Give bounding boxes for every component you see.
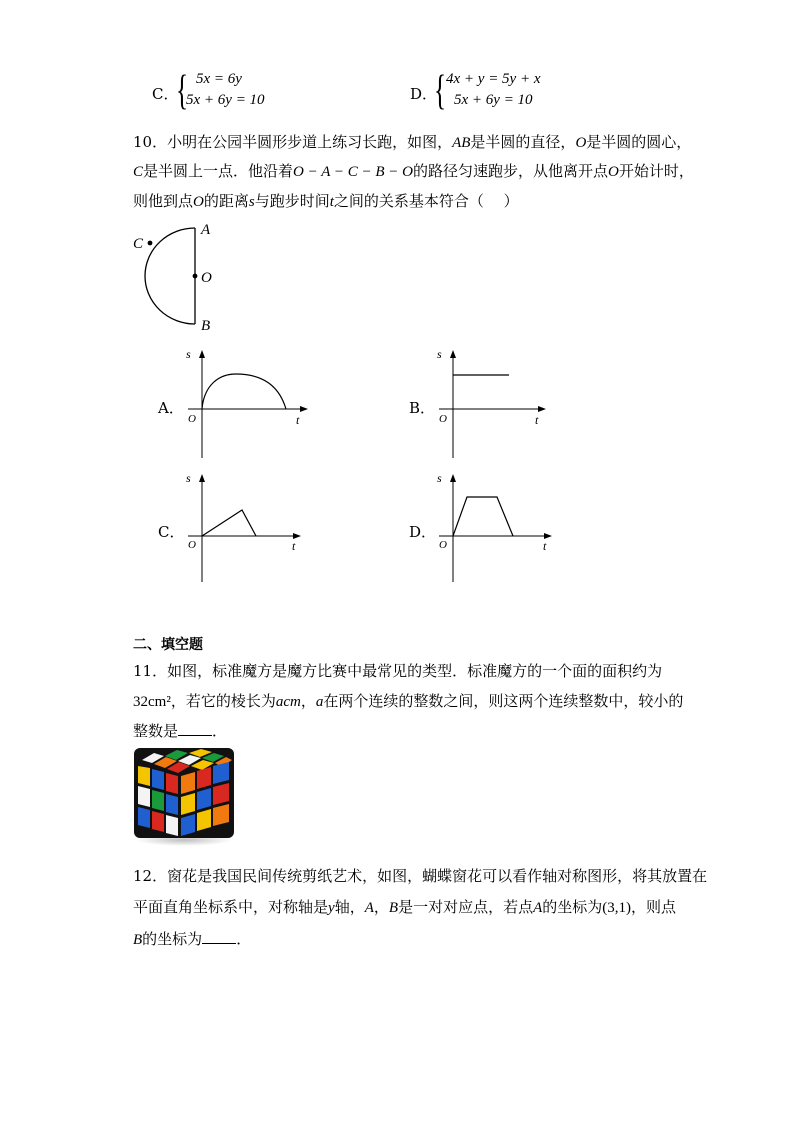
q9-option-d — [410, 68, 610, 114]
semicircle-arc — [145, 228, 195, 324]
q9-option-c-label: C． — [152, 85, 179, 103]
section-title: 二、填空题 — [133, 637, 203, 653]
q9-d-equation-2: 5x + 6y = 10 — [454, 92, 533, 108]
q12-line-1: 12．窗花是我国民间传统剪纸艺术，如图，蝴蝶窗花可以看作轴对称图形，将其放置在 — [133, 867, 708, 885]
q10-line-2: C是半圆上一点．他沿着O − A − C − B − O的路径匀速跑步，从他离开点O开始计时， — [133, 162, 694, 180]
axis-label-s: s — [186, 471, 191, 485]
q9-c-equation-1: 5x = 6y — [196, 71, 242, 87]
axis-label-s: s — [437, 347, 442, 361]
y-axis-arrow-icon — [199, 350, 205, 358]
q9-option-d-label: D． — [410, 85, 438, 103]
answer-blank — [178, 721, 212, 736]
answer-blank — [202, 929, 236, 944]
q11-line-3: 整数是 ． — [133, 722, 228, 740]
q10-option-b-label: B． — [409, 399, 436, 417]
label-c: C — [133, 236, 144, 252]
label-o: O — [201, 270, 212, 286]
origin-label: O — [439, 413, 447, 425]
q10-option-a-label: A． — [158, 399, 184, 417]
axis-label-t: t — [535, 413, 539, 427]
axis-label-t: t — [296, 413, 300, 427]
q10-option-c-graph — [178, 470, 313, 585]
q10-option-d-label: D． — [409, 523, 437, 541]
axis-label-t: t — [543, 539, 547, 553]
rubiks-cube-image — [132, 746, 236, 846]
origin-label: O — [188, 539, 196, 551]
y-axis-arrow-icon — [450, 474, 456, 482]
q9-option-c — [152, 68, 352, 114]
axis-label-s: s — [437, 471, 442, 485]
label-b: B — [201, 318, 211, 334]
label-a: A — [201, 222, 211, 238]
q11-line-2: 32cm²，若它的棱长为acm，a在两个连续的整数之间，则这两个连续整数中，较小的 — [133, 692, 684, 710]
y-axis-arrow-icon — [199, 474, 205, 482]
q12-line-3: B的坐标为 ． — [133, 930, 252, 948]
q9-c-equation-2: 5x + 6y = 10 — [186, 92, 265, 108]
q9-d-equation-1: 4x + y = 5y + x — [446, 71, 541, 87]
brace-icon: { — [434, 68, 447, 114]
origin-label: O — [188, 413, 196, 425]
q11-line-1: 11．如图，标准魔方是魔方比赛中最常见的类型．标准魔方的一个面的面积约为 — [133, 662, 663, 680]
point-c — [148, 241, 153, 246]
q10-semicircle-figure — [125, 218, 225, 336]
q10-line-1: 10．小明在公园半圆形步道上练习长跑，如图，AB是半圆的直径，O是半圆的圆心， — [133, 133, 692, 151]
point-o — [193, 274, 198, 279]
x-axis-arrow-icon — [300, 406, 308, 412]
q10-option-a-graph — [178, 346, 313, 461]
q10-option-d-graph — [429, 470, 564, 585]
axis-label-s: s — [186, 347, 191, 361]
q10-line-3: 则他到点O的距离s与跑步时间t之间的关系基本符合（ ） — [133, 192, 519, 210]
brace-icon: { — [176, 68, 189, 114]
q10-option-b-graph — [429, 346, 564, 461]
q10-option-c-label: C． — [158, 523, 185, 541]
axis-label-t: t — [292, 539, 296, 553]
y-axis-arrow-icon — [450, 350, 456, 358]
graph-line — [202, 510, 256, 536]
graph-curve — [202, 374, 286, 409]
origin-label: O — [439, 539, 447, 551]
graph-line — [453, 497, 513, 536]
q12-line-2: 平面直角坐标系中，对称轴是y轴，A，B是一对对应点，若点A的坐标为(3,1)，则点 — [133, 898, 677, 916]
x-axis-arrow-icon — [538, 406, 546, 412]
